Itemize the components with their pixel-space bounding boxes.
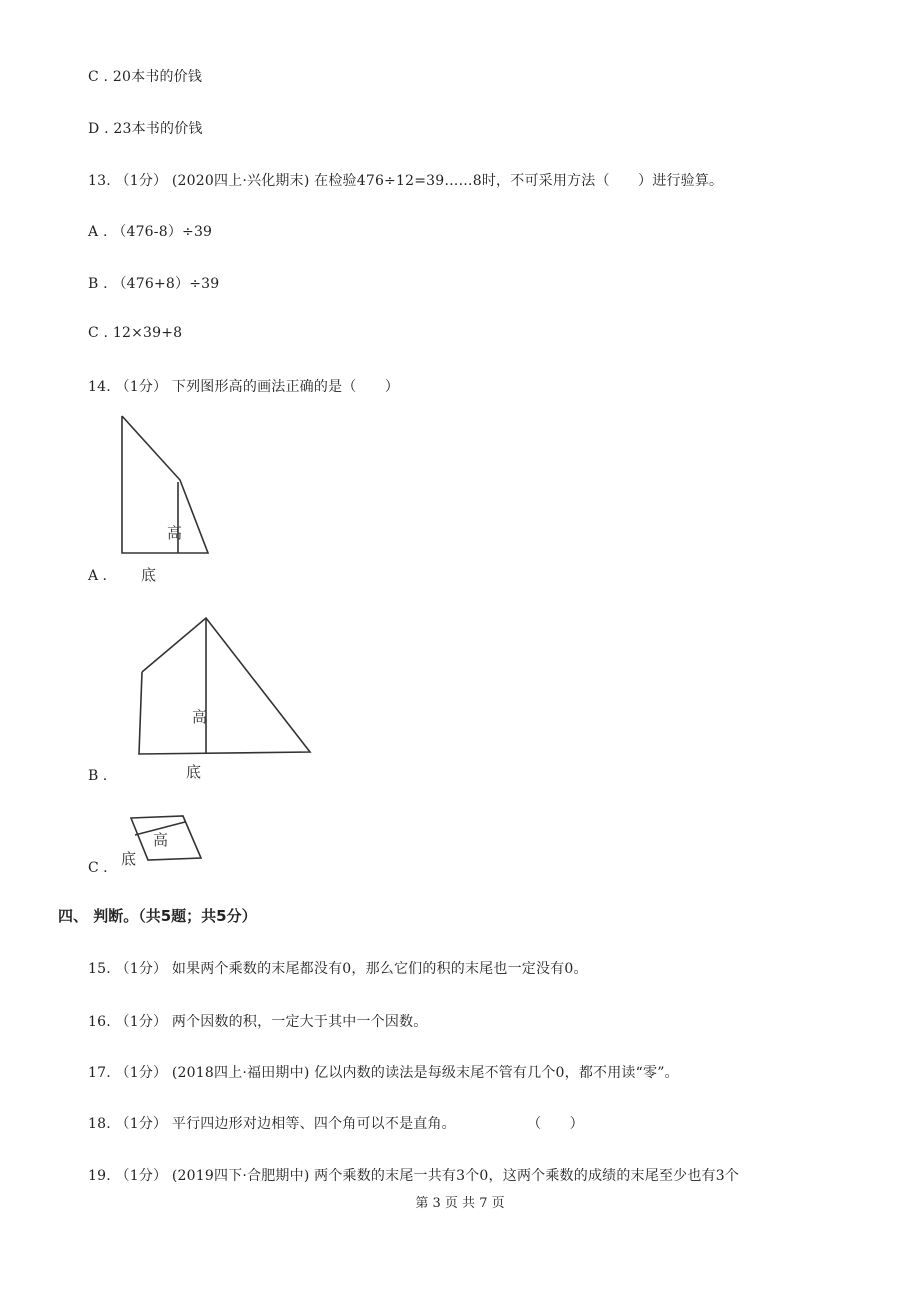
figure-b-quadrilateral	[130, 612, 320, 782]
figure-b-base-label: 底	[186, 763, 202, 781]
option-b-q13: B . （476+8）÷39	[88, 276, 220, 292]
figure-c-base-label: 底	[121, 850, 137, 868]
figure-c-height-label: 高	[153, 831, 169, 849]
option-c-q13: C . 12×39+8	[88, 325, 183, 341]
option-c-q12: C . 20本书的价钱	[88, 69, 203, 85]
option-b-q14: B .	[88, 768, 108, 784]
figure-b-height-label: 高	[192, 708, 208, 726]
question-18: 18. （1分） 平行四边形对边相等、四个角可以不是直角。 （ ）	[88, 1116, 584, 1132]
figure-a-trapezoid	[115, 410, 225, 590]
page-footer: 第 3 页 共 7 页	[415, 1196, 505, 1211]
question-15: 15. （1分） 如果两个乘数的末尾都没有0，那么它们的积的末尾也一定没有0。	[88, 961, 588, 977]
section-4-title: 四、 判断。（共5题；共5分）	[58, 907, 257, 925]
question-14: 14. （1分） 下列图形高的画法正确的是（ ）	[88, 379, 400, 395]
question-19: 19. （1分） (2019四下·合肥期中) 两个乘数的末尾一共有3个0，这两个乘数的成绩的末尾至少也有3个	[88, 1168, 740, 1184]
question-13: 13. （1分） (2020四上·兴化期末) 在检验476÷12=39……8时，不可采用方法（ ）进行验算。	[88, 173, 724, 189]
figure-c-parallelogram	[115, 810, 210, 870]
option-a-q14: A .	[88, 568, 108, 584]
figure-a-height-label: 高	[167, 524, 183, 542]
question-16: 16. （1分） 两个因数的积，一定大于其中一个因数。	[88, 1014, 428, 1030]
option-c-q14: C .	[88, 860, 108, 876]
option-a-q13: A . （476-8）÷39	[88, 224, 213, 240]
question-17: 17. （1分） (2018四上·福田期中) 亿以内数的读法是每级末尾不管有几个0，都不用读“零”。	[88, 1065, 679, 1081]
option-d-q12: D . 23本书的价钱	[88, 121, 203, 137]
figure-a-base-label: 底	[141, 566, 157, 584]
